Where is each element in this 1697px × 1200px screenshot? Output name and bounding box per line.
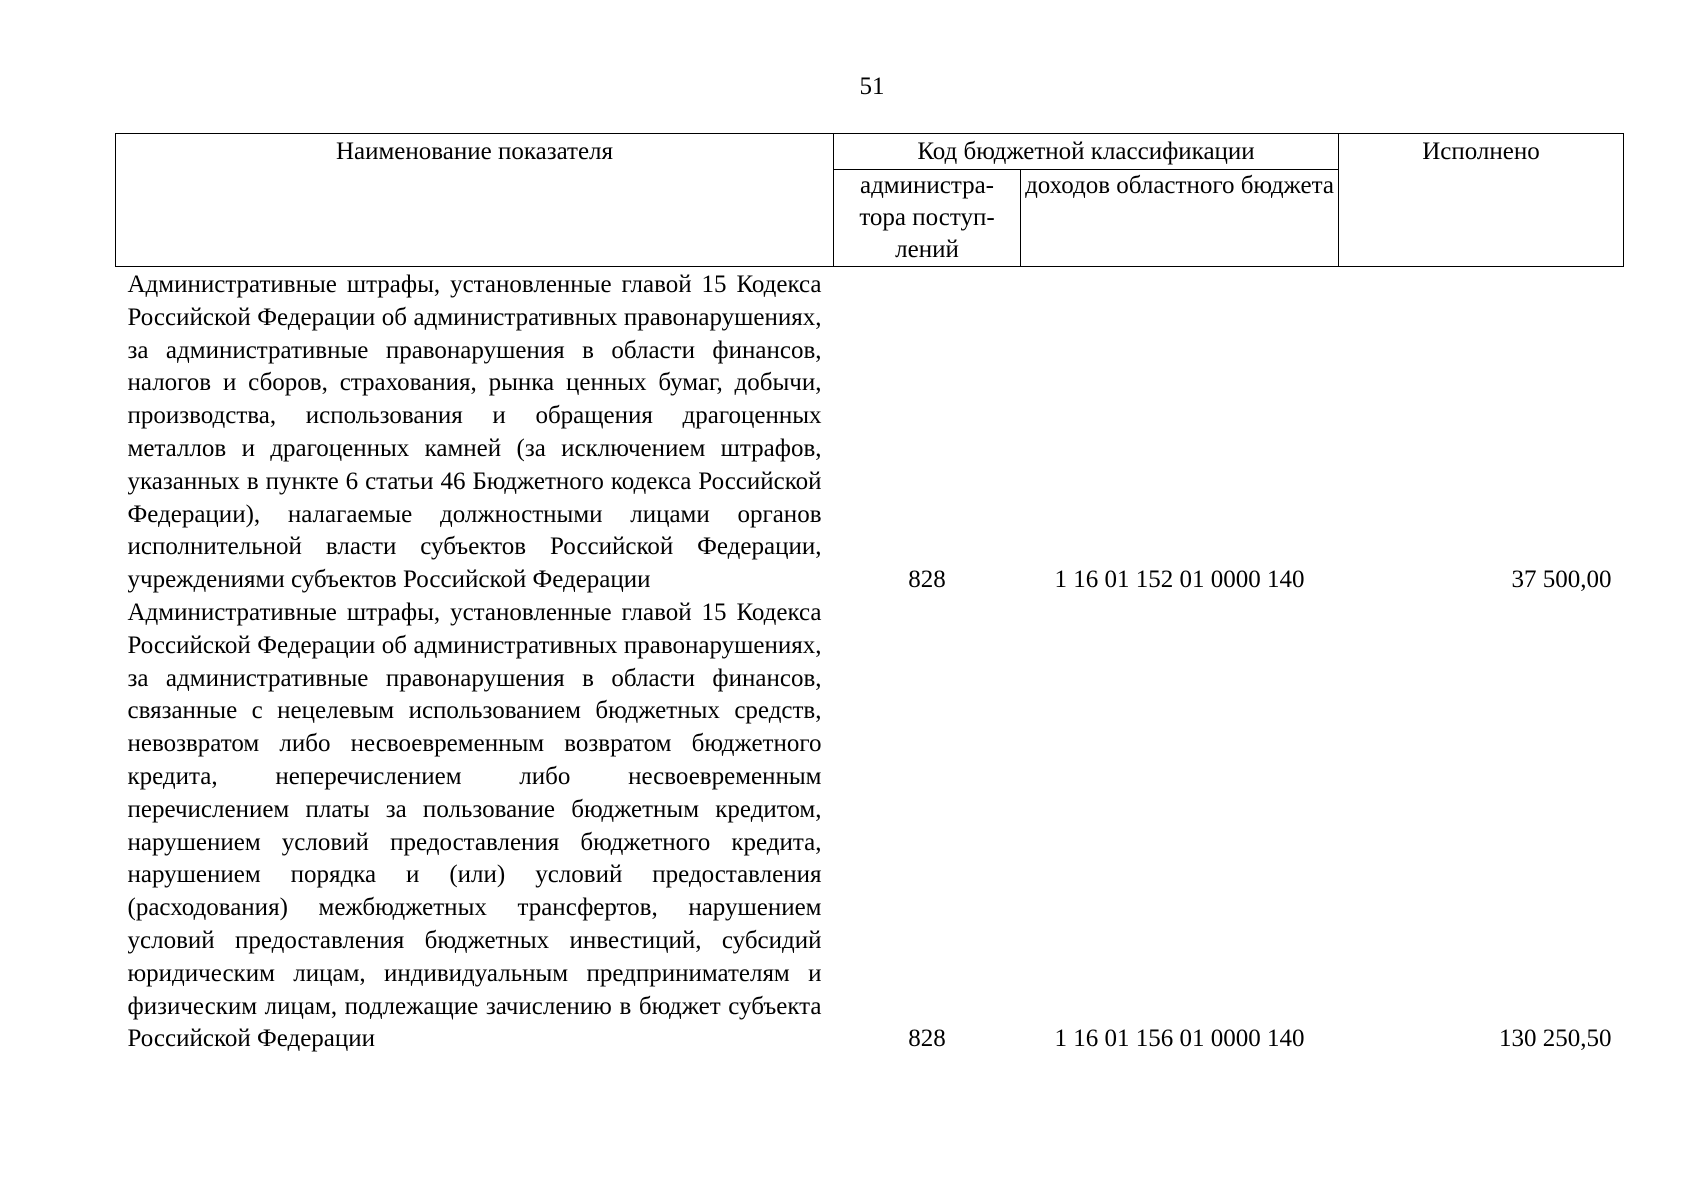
row-admin-code: 828 bbox=[908, 1025, 946, 1053]
table-body bbox=[116, 267, 1624, 1057]
header-income: доходов областного бюджета bbox=[1021, 170, 1339, 267]
row-executed: 37 500,00 bbox=[1511, 566, 1612, 594]
header-admin: администра-тора поступ-лений bbox=[834, 170, 1021, 267]
table-row bbox=[116, 597, 1624, 1056]
row-admin-code: 828 bbox=[908, 566, 946, 594]
row-executed: 130 250,50 bbox=[1499, 1025, 1612, 1053]
page-number: 51 bbox=[859, 73, 885, 100]
row-name: Административные штрафы, установленные главой 15 Кодекса Российской Федерации об административных правонарушениях, за административные правонарушения в области финансов, связанные с нецелевым использованием бюджетных средств, невозвратом либо несвоевременным возвратом бюджетного кредита, неперечислением либо несвоевременным перечислением платы за пользование бюджетным кредитом, нарушением условий предоставления бюджетного кредита, нарушением порядка и (или) условий предоставления (расходования) межбюджетных трансфертов, нарушением условий предоставления бюджетных инвестиций, субсидий юридическим лицам, индивидуальным предпринимателям и физическим лицам, подлежащие зачислению в бюджет субъекта Российской Федерации bbox=[127, 598, 822, 1053]
table-row bbox=[116, 267, 1624, 597]
header-code-group: Код бюджетной классификации bbox=[834, 134, 1339, 170]
header-name: Наименование показателя bbox=[116, 134, 834, 267]
header-executed: Исполнено bbox=[1339, 134, 1624, 267]
table-header bbox=[116, 134, 1624, 267]
row-income-code: 1 16 01 156 01 0000 140 bbox=[1054, 1025, 1305, 1053]
budget-income-table bbox=[115, 133, 1624, 1056]
row-income-code: 1 16 01 152 01 0000 140 bbox=[1054, 566, 1305, 594]
row-name: Административные штрафы, установленные главой 15 Кодекса Российской Федерации об административных правонарушениях, за административные правонарушения в области финансов, налогов и сборов, страхования, рынка ценных бумаг, добычи, производства, использования и обращения драгоценных металлов и драгоценных камней (за исключением штрафов, указанных в пункте 6 статьи 46 Бюджетного кодекса Российской Федерации), налагаемые должностными лицами органов исполнительной власти субъектов Российской Федерации, учреждениями субъектов Российской Федерации bbox=[127, 271, 822, 594]
